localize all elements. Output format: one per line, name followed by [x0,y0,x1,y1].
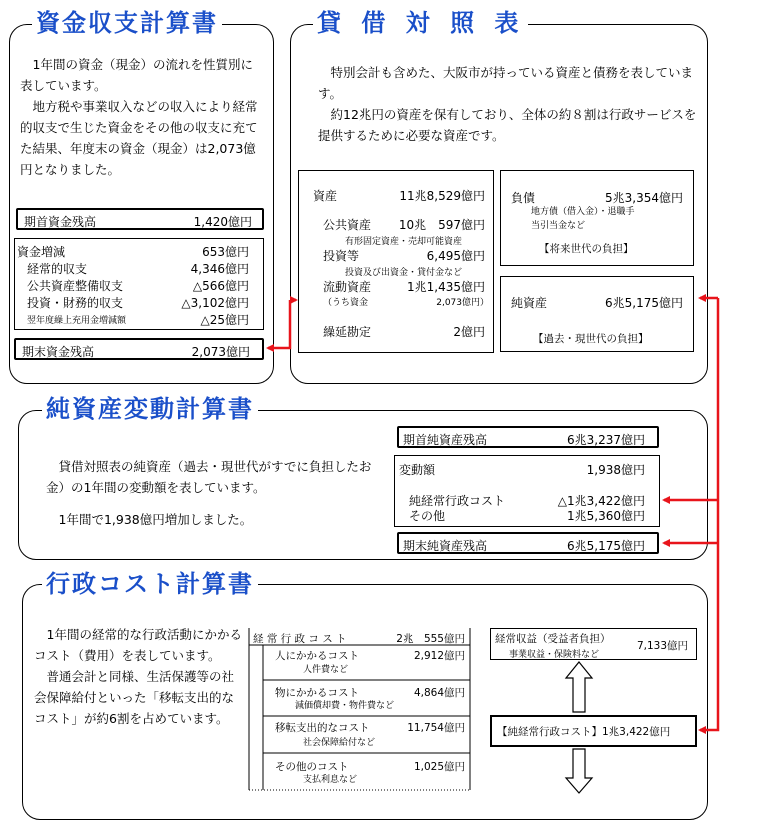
assets-label: 資産 [313,189,338,203]
ac-desc-1: 1年間の経常的な行政活動にかかるコスト（費用）を表しています。 [34,627,242,663]
asset-item-note: 投資及び出資金・貸付金など [345,268,463,278]
revenue-value: 7,133億円 [636,640,688,652]
asset-item-label: 繰延勘定 [323,325,372,339]
nac-opening-label: 期首純資産残高 [403,433,488,447]
cash-closing-label: 期末資金残高 [22,345,95,359]
cashflow-desc-2: 地方税や事業収入などの収入により経常的収支で生じた資金をその他の収支に充てた結果、年度末の資金（現金）は2,073億円となりました。 [20,99,258,177]
net-assets-burden: 【過去・現世代の負担】 [533,333,649,345]
cash-item-value: △25億円 [200,313,249,327]
net-assets-link-arrow [664,298,718,730]
nac-desc-1: 貸借対照表の純資産（過去・現世代がすでに負担したお金）の1年間の変動額を表しています。 [46,459,372,495]
nac-item-label: その他 [409,509,446,523]
balance-sheet-title: 貸 借 対 照 表 [313,11,528,35]
nac-desc-2: 1年間で1,938億円増加しました。 [58,512,253,527]
hollow-arrow-up [566,662,592,712]
ac-total-label: 経 常 行 政 コ ス ト [253,633,347,645]
nac-item-label: 純経常行政コスト [409,494,506,508]
net-assets-label: 純資産 [511,296,548,310]
cash-increase-label: 資金増減 [17,245,66,259]
net-asset-change-title: 純資産変動計算書 [42,397,258,421]
assets-value: 11兆8,529億円 [399,189,485,203]
cash-link-arrow [268,300,296,348]
cash-item-value: △566億円 [192,279,249,293]
net-assets-value: 6兆5,175億円 [605,296,683,310]
bs-desc-2: 約12兆円の資産を保有しており、全体の約８割は行政サービスを提供するために必要な資産です。 [318,107,697,143]
ac-item-label: その他のコスト [275,761,349,773]
cash-opening-label: 期首資金残高 [24,215,97,229]
ac-item-value: 4,864億円 [413,687,465,699]
asset-item-note: 有形固定資産・売却可能資産 [345,237,463,247]
cash-closing-value: 2,073億円 [191,345,250,359]
cash-item-label: 翌年度繰上充用金増減額 [27,316,127,326]
bs-desc-1: 特別会計も含めた、大阪市が持っている資産と債務を表しています。 [318,65,694,101]
asset-item-label: 公共資産 [323,218,372,232]
ac-total-value: 2兆 555億円 [396,633,465,645]
ac-item-label: 移転支出的なコスト [275,722,370,734]
cash-opening-value: 1,420億円 [193,215,252,229]
cash-item-value: 4,346億円 [190,262,249,276]
cash-item-label: 公共資産整備収支 [27,279,124,293]
cashflow-title: 資金収支計算書 [32,11,222,35]
asset-item-label: 投資等 [323,249,360,263]
nac-item-value: △1兆3,422億円 [557,494,645,508]
cashflow-desc-1: 1年間の資金（現金）の流れを性質別に表しています。 [20,57,253,93]
ac-item-value: 1,025億円 [413,761,465,773]
ac-item-note: 人件費など [303,665,349,675]
cash-increase-value: 653億円 [202,245,249,259]
admin-cost-title: 行政コスト計算書 [42,572,258,596]
net-cost-label: 【純経常行政コスト】1兆3,422億円 [497,726,671,738]
ac-item-note: 支払利息など [303,775,358,785]
liabilities-label: 負債 [511,191,536,205]
ac-item-value: 11,754億円 [407,722,465,734]
hollow-arrow-down [566,749,592,793]
asset-item-value: 2億円 [453,325,485,339]
nac-change-label: 変動額 [399,463,436,477]
ac-item-value: 2,912億円 [413,650,465,662]
asset-item-label: 流動資産 [323,280,372,294]
nac-opening-value: 6兆3,237億円 [567,433,645,447]
ac-desc-2: 普通会計と同様、生活保護等の社会保障給付といった「移転支出的なコスト」が約6割を占めています。 [34,669,235,726]
ac-item-note: 社会保障給付など [303,738,376,748]
nac-closing-label: 期末純資産残高 [403,539,488,553]
ac-item-label: 物にかかるコスト [275,687,359,699]
liabilities-burden: 【将来世代の負担】 [539,243,634,255]
nac-closing-value: 6兆5,175億円 [567,539,645,553]
ac-item-label: 人にかかるコスト [275,650,359,662]
cash-item-label: 投資・財務的収支 [27,296,124,310]
revenue-label: 経常収益（受益者負担） [495,633,611,645]
asset-cash-note: （うち資金 [323,298,369,308]
liabilities-note: 地方債（借入金）・退職手当引当金など [531,207,635,231]
asset-item-value: 1兆1,435億円 [407,280,485,294]
liabilities-value: 5兆3,354億円 [605,191,683,205]
nac-change-value: 1,938億円 [586,463,645,477]
asset-item-value: 6,495億円 [426,249,485,263]
cash-item-label: 経常的収支 [27,262,88,276]
asset-item-value: 10兆 597億円 [398,218,485,232]
asset-cash-note-value: 2,073億円） [436,298,489,308]
ac-item-note: 減価償却費・物件費など [295,701,395,711]
nac-item-value: 1兆5,360億円 [567,509,645,523]
cash-item-value: △3,102億円 [181,296,249,310]
admin-cost-table-grid [249,628,470,790]
revenue-note: 事業収益・保険料など [509,650,600,660]
